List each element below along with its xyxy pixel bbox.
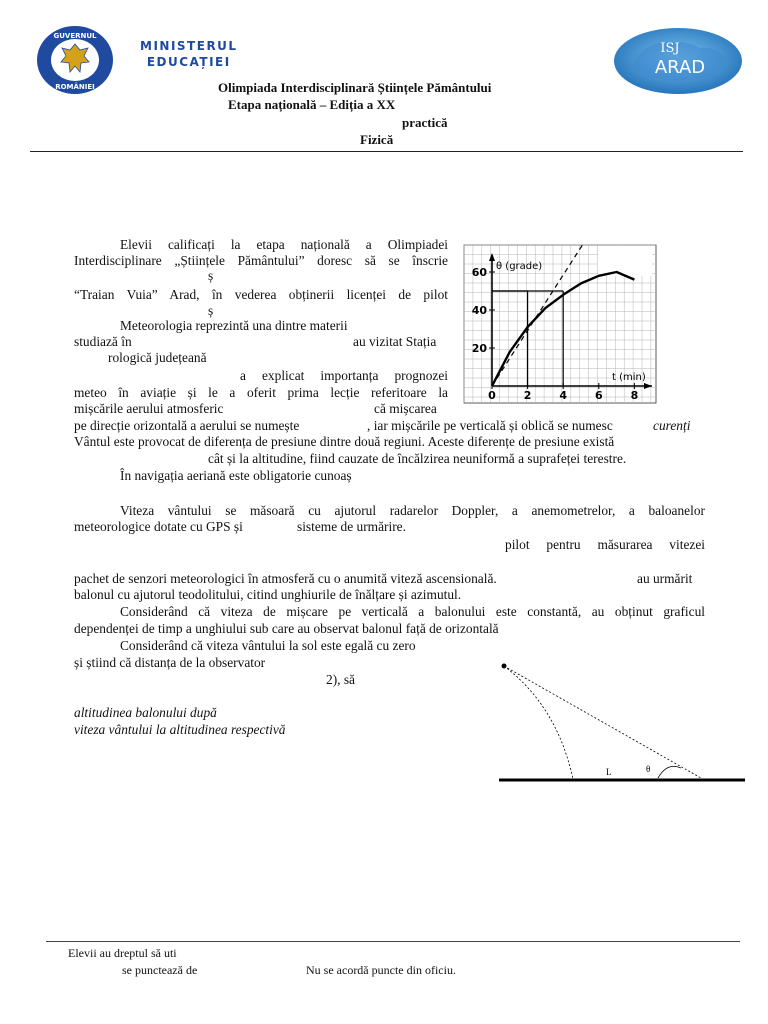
paragraph-line: dependenței de timp a unghiului sub care au observat balonul față de orizontală (74, 621, 499, 636)
paragraph-fragment: au vizitat Stația (353, 334, 437, 349)
paragraph-fragment: au urmărit (637, 571, 693, 586)
paragraph-fragment: studiază în (74, 334, 132, 349)
footer-score-note: se punctează de (122, 963, 198, 977)
paragraph-fragment: că mișcarea (374, 401, 437, 416)
paragraph-line: cât și la altitudine, fiind cauzate de încălzirea neuniformă a suprafeței terestre. (208, 451, 627, 466)
paragraph-fragment: , iar mișcările pe verticală și oblică se numesc (367, 418, 613, 433)
distance-label: L (606, 767, 612, 777)
paragraph-line: și știind că distanța de la observator (74, 655, 266, 670)
paragraph-line: Vântul este provocat de diferența de presiune dintre două regiuni. Aceste diferențe de presiune există (74, 434, 615, 449)
ministry-name (140, 38, 238, 70)
x-tick-label: 4 (559, 389, 568, 402)
paragraph-fragment: pe direcție orizontală a aerului se numește (74, 418, 300, 433)
paragraph-fragment: sisteme de urmărire. (297, 519, 406, 534)
government-seal-logo (34, 24, 116, 96)
paragraph-line: Elevii calificați la etapa națională a Olimpiadei (120, 237, 448, 252)
isj-logo-top-text: ISJ (660, 41, 680, 56)
question-item: viteza vântului la altitudinea respectivă (74, 722, 286, 737)
x-tick-label: 8 (630, 389, 639, 402)
x-tick-label: 6 (594, 389, 603, 402)
footer-line-1: Elevii au dreptul să uti (68, 946, 177, 960)
paragraph-line: pilot pentru măsurarea vitezei (505, 537, 705, 552)
x-tick-label: 2 (523, 389, 532, 402)
paragraph-line: Considerând că viteza de mișcare pe verticală a balonului este constantă, au obținut graficul (120, 604, 705, 619)
chart-labels (472, 261, 646, 402)
header-divider (30, 151, 743, 152)
y-tick-label: 60 (471, 266, 487, 279)
ministry-line-1: MINISTERUL (140, 39, 238, 53)
chart-blank-patch (598, 246, 652, 276)
paragraph-line: În navigația aeriană este obligatorie cunoaș (120, 468, 352, 483)
question-item: altitudinea balonului după (74, 705, 217, 720)
footer-no-points-note: Nu se acordă puncte din oficiu. (306, 963, 456, 977)
paragraph-fragment: ș (208, 303, 214, 318)
paragraph-fragment: 2), să (326, 672, 356, 687)
paragraph-fragment: rologică județeană (108, 350, 207, 365)
y-axis-arrow (489, 253, 495, 261)
paragraph-fragment: mișcările aerului atmosferic (74, 401, 224, 416)
paragraph-line: balonul cu ajutorul teodolitului, citind unghiurile de înălțare și azimutul. (74, 587, 462, 602)
paragraph-fragment: ș (208, 268, 214, 283)
angle-time-chart (462, 243, 658, 405)
paragraph-line: a explicat importanța prognozei (240, 368, 448, 383)
footer-divider (46, 941, 740, 942)
angle-arc (658, 766, 681, 778)
paragraph-line: Viteza vântului se măsoară cu ajutorul radarelor Doppler, a anemometrelor, a baloanelor (120, 503, 705, 518)
paragraph-fragment: pachet de senzori meteorologici în atmosferă cu o anumită viteză ascensională. (74, 571, 497, 586)
y-tick-label: 40 (471, 304, 487, 317)
x-axis-label: t (min) (612, 372, 646, 383)
isj-arad-logo (612, 26, 744, 96)
isj-logo-bottom-text: ARAD (654, 57, 706, 78)
title-line-4: Fizică (360, 132, 394, 147)
ministry-line-2: EDUCAȚIEI (146, 55, 231, 69)
x-tick-label: 0 (488, 389, 496, 402)
balloon-trajectory (504, 666, 573, 779)
sight-line (504, 666, 701, 778)
angle-label: θ (646, 764, 651, 774)
y-axis-label: θ (grade) (496, 261, 543, 272)
title-line-3: practică (402, 115, 448, 130)
paragraph-line: Interdisciplinare „Științele Pământului” doresc să se înscrie (74, 253, 448, 268)
svg-text:ROMÂNIEI: ROMÂNIEI (55, 83, 95, 91)
paragraph-line: “Traian Vuia” Arad, în vederea obținerii licenței de pilot (74, 287, 448, 302)
balloon-observation-diagram (495, 656, 749, 788)
paragraph-line: Considerând că viteza vântului la sol este egală cu zero (120, 638, 416, 653)
paragraph-fragment-italic: curenți (653, 418, 691, 433)
paragraph-fragment: meteorologice dotate cu GPS și (74, 519, 243, 534)
title-line-2: Etapa națională – Ediția a XX (228, 97, 396, 112)
title-line-1: Olimpiada Interdisciplinară Științele Pământului (218, 80, 492, 95)
paragraph-line: Meteorologia reprezintă una dintre materii (120, 318, 348, 333)
y-tick-label: 20 (471, 342, 487, 355)
paragraph-line: meteo în aviație și le a oferit prima lecție referitoare la (74, 385, 448, 400)
svg-text:GUVERNUL: GUVERNUL (53, 32, 97, 40)
